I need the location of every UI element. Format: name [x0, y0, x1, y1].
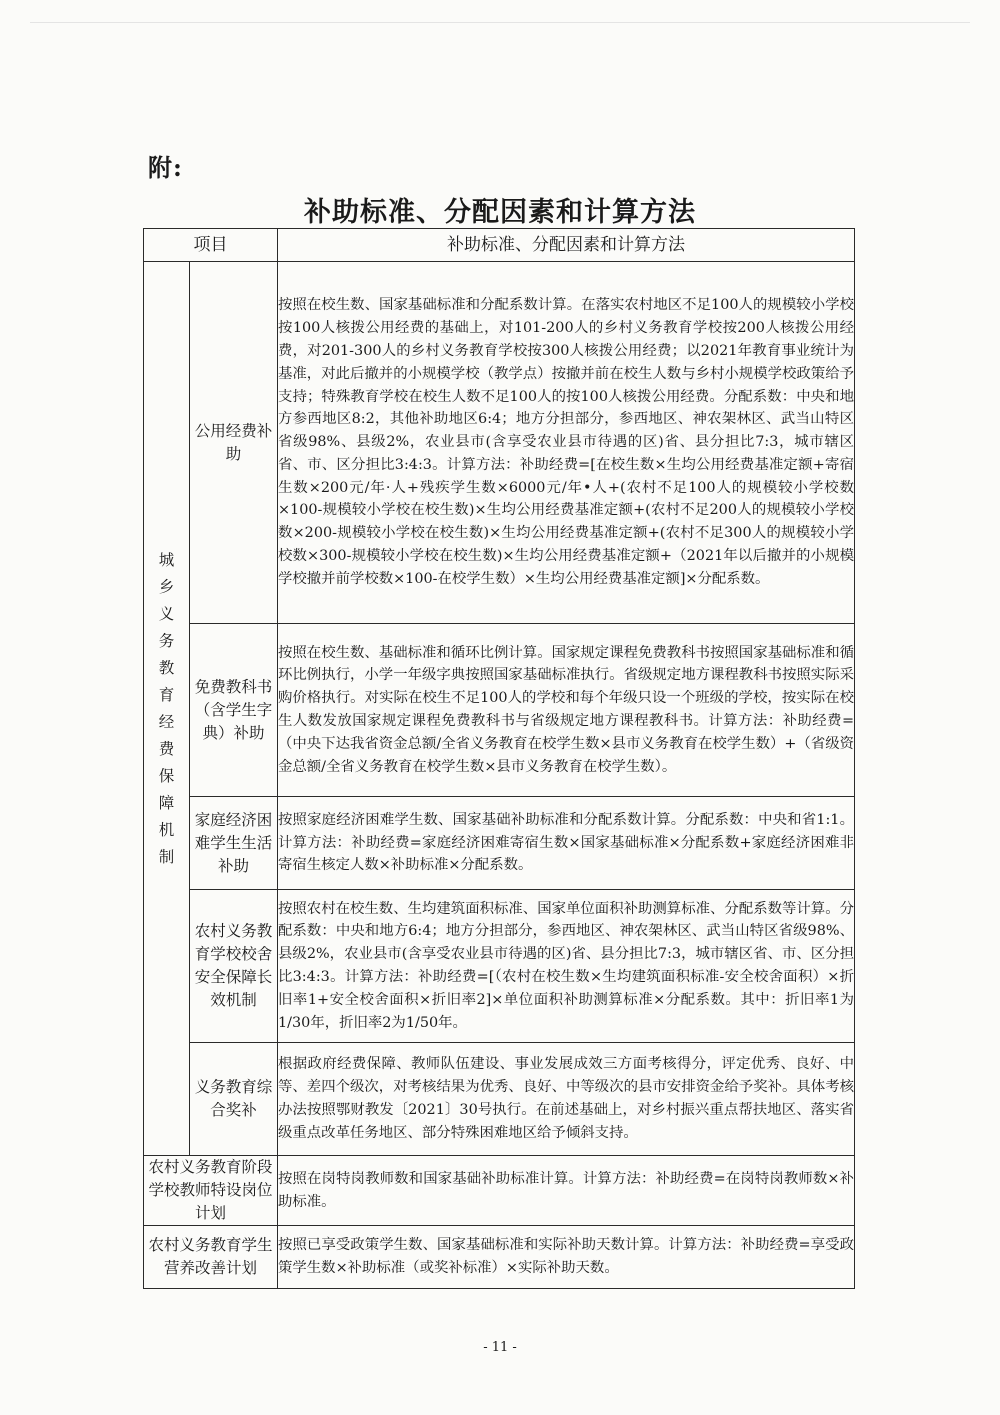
page-top-rule	[30, 22, 970, 23]
page-title: 补助标准、分配因素和计算方法	[304, 197, 696, 228]
row-text-school-safety: 按照农村在校生数、生均建筑面积标准、国家单位面积补助测算标准、分配系数等计算。分配系数：中央和地方6:4；地方分担部分，参西地区、神农架林区、武当山特区省级98%、县级2%，农业县市(含享受农业县市待遇的区)省、县分担比7:3，城市辖区省、市、区分担比3:4:3。计算方法：补助经费=[（农村在校生数×生均建筑面积标准-安全校舍面积）×折旧率1+安全校舍面积×折旧率2]×单位面积补助测算标准×分配系数。其中：折旧率1为1/30年，折旧率2为1/50年。	[278, 890, 855, 1043]
row-label-public-funds: 公用经费补助	[190, 262, 278, 624]
row-text-public-funds: 按照在校生数、国家基础标准和分配系数计算。在落实农村地区不足100人的规模较小学校按100人核拨公用经费的基础上，对101-200人的乡村义务教育学校按200人核拨公用经费，对201-300人的乡村义务教育学校按300人核拨公用经费；以2021年教育事业统计为基准，对此后撤并的小规模学校（教学点）按撤并前在校生人数与乡村小规模学校政策给予支持；特殊教育学校在校生人数不足100人的按100人核拨公用经费。分配系数：中央和地方参西地区8:2，其他补助地区6:4；地方分担部分，参西地区、神农架林区、武当山特区省级98%、县级2%，农业县市(含享受农业县市待遇的区)省、县分担比7:3，城市辖区省、市、区分担比3:4:3。计算方法：补助经费=[在校生数×生均公用经费基准定额+寄宿生数×200元/年·人+残疾学生数×6000元/年•人+(农村不足100人的规模较小学校数×100-规模较小学校在校生数)×生均公用经费基准定额+(农村不足200人的规模较小学校数×200-规模较小学校在校生数)×生均公用经费基准定额+(农村不足300人的规模较小学校数×300-规模较小学校在校生数)×生均公用经费基准定额+（2021年以后撤并的小规模学校撤并前学校数×100-在校学生数）×生均公用经费基准定额]×分配系数。	[278, 262, 855, 624]
table-header-row	[144, 229, 855, 262]
header-method: 补助标准、分配因素和计算方法	[278, 229, 855, 262]
row-label-comprehensive-award: 义务教育综合奖补	[190, 1043, 278, 1156]
row-text-special-post-teachers: 按照在岗特岗教师数和国家基础补助标准计算。计算方法：补助经费=在岗特岗教师数×补助标准。	[278, 1156, 855, 1226]
row-label-school-safety: 农村义务教育学校校舍安全保障长效机制	[190, 890, 278, 1043]
subsidy-standards-table	[143, 228, 855, 1289]
category-label: 城乡义务教育经费保障机制	[158, 550, 175, 866]
row-text-nutrition-plan: 按照已享受政策学生数、国家基础标准和实际补助天数计算。计算方法：补助经费=享受政策学生数×补助标准（或奖补标准）×实际补助天数。	[278, 1226, 855, 1289]
table-row	[144, 797, 855, 890]
row-label-special-post-teachers: 农村义务教育阶段学校教师特设岗位计划	[144, 1156, 278, 1226]
row-text-living-subsidy: 按照家庭经济困难学生数、国家基础补助标准和分配系数计算。分配系数：中央和省1:1。计算方法：补助经费=家庭经济困难寄宿生数×国家基础标准×分配系数+家庭经济困难非寄宿生核定人数×补助标准×分配系数。	[278, 797, 855, 890]
row-label-nutrition-plan: 农村义务教育学生营养改善计划	[144, 1226, 278, 1289]
row-text-textbooks: 按照在校生数、基础标准和循环比例计算。国家规定课程免费教科书按照国家基础标准和循环比例执行，小学一年级字典按照国家基础标准执行。省级规定地方课程教科书按照实际采购价格执行。对实际在校生不足100人的学校和每个年级只设一个班级的学校，按实际在校生人数发放国家规定课程免费教科书与省级规定地方课程教科书。计算方法：补助经费=（中央下达我省资金总额/全省义务教育在校学生数×县市义务教育在校学生数）+（省级资金总额/全省义务教育在校学生数×县市义务教育在校学生数）。	[278, 624, 855, 797]
page-number: - 11 -	[483, 1340, 517, 1355]
row-label-living-subsidy: 家庭经济困难学生生活补助	[190, 797, 278, 890]
table-row	[144, 1156, 855, 1226]
table-row	[144, 890, 855, 1043]
row-text-comprehensive-award: 根据政府经费保障、教师队伍建设、事业发展成效三方面考核得分，评定优秀、良好、中等、差四个级次，对考核结果为优秀、良好、中等级次的县市安排资金给予奖补。具体考核办法按照鄂财教发〔2021〕30号执行。在前述基础上，对乡村振兴重点帮扶地区、落实省级重点改革任务地区、部分特殊困难地区给予倾斜支持。	[278, 1043, 855, 1156]
row-label-textbooks: 免费教科书（含学生字典）补助	[190, 624, 278, 797]
table-row	[144, 1226, 855, 1289]
header-item: 项目	[144, 229, 278, 262]
attachment-label: 附:	[148, 153, 183, 182]
table-row	[144, 1043, 855, 1156]
table-row	[144, 624, 855, 797]
table-row	[144, 262, 855, 624]
category-cell	[144, 262, 190, 1156]
